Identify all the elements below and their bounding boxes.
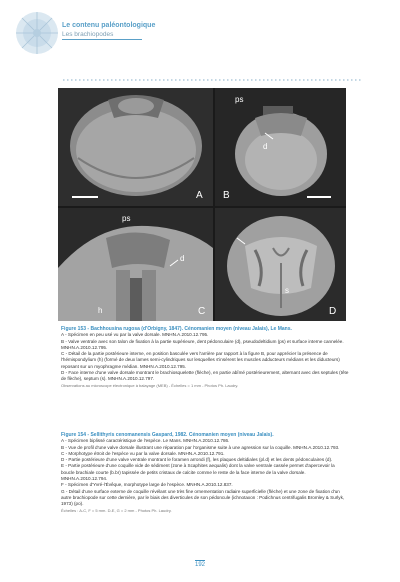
panel-d-label: D	[329, 306, 337, 317]
header-divider	[62, 39, 142, 40]
panel-c	[58, 208, 213, 321]
panel-b-scale-bar	[307, 196, 331, 198]
figure-plate	[58, 88, 346, 321]
panel-b-d-annotation: d	[263, 142, 268, 151]
caption-153-line: C - Détail de la partie postérieure interne, en position basculée vers l'arrière par rapport à la figure B, pour apprécier la présence de l'hémispondylium (h) (formé de deux lames semi-cylindriques sur lesquelles s'insèrent les muscles adducteurs médians et les diducteurs) reposant sur un myophragme médian. MNHN.A.2010.12.795.	[61, 351, 340, 369]
panel-a	[58, 88, 213, 206]
panel-c-h-annotation: h	[98, 306, 103, 315]
panel-b-label: B	[223, 190, 230, 201]
panel-d-photo	[215, 208, 346, 321]
panel-b	[215, 88, 346, 206]
caption-154-line: A - Spécimen biplissé caractéristique de l'espèce. Le Mans. MNHN.A.2010.12.786.	[61, 438, 230, 444]
panel-a-photo	[58, 88, 213, 206]
caption-154-line: D - Partie postérieure d'une valve ventrale montrant le foramen arrondi (f), les plaques deltidiales (pl.d) et les dents pédonculaires (d).	[61, 457, 333, 463]
caption-153-line: D - Face interne d'une valve dorsale montrant le brachiosquelette (flèche), en partie abîmé postérieurement, alternant avec des septules (tête de flèche), septum (s). MNHN.A.2010.12.797.	[61, 370, 349, 382]
caption-154-line: G - Détail d'une surface externe de coquille révélant une très fine ornementation radiaire superficielle (flèche) et une zone de fixation d'un autre brachiopode sur cette dernière, par le biais des diverticules de son pédoncule (ichnotaxon : Podichnus centrifugalis Bromley & Surlyk, 1973) (po).	[61, 488, 345, 507]
caption-154-title: Figure 154 - Sellithyris cenomanensis Gaspard, 1982. Cénomanien moyen (niveau Jalais).	[61, 432, 274, 438]
caption-154-credit: Échelles : A-C, F = 5 mm. D-E, G = 2 mm - Photos Ph. Laudry.	[61, 507, 172, 513]
caption-153-title: Figure 153 - Bachhousina rugosa (d'Orbigny, 1847). Cénomanien moyen (niveau Jalais), Le Mans.	[61, 326, 292, 332]
panel-d-s-annotation: s	[285, 286, 289, 295]
caption-153-line: B - Valve ventrale avec son talon de fixation à la partie supérieure, dent pédonculaire (d), pseudodeltidium (ps) et surface interne cannelée. MNHN.A.2010.12.795.	[61, 338, 344, 350]
panel-c-ps-annotation: ps	[122, 214, 131, 223]
caption-figure-153	[61, 326, 349, 389]
caption-154-line: B - Vue de profil d'une valve dorsale illustrant une réparation par l'organisme suite à une agression sur la coquille. MNHN.A.2010.12.793.	[61, 444, 340, 450]
page-number-text: 192	[194, 562, 205, 568]
caption-153-line: A - Spécimen en peu usé vu par la valve dorsale. MNHN.A.2010.12.795.	[61, 332, 209, 338]
caption-154-line: E - Partie postérieure d'une coquille vide de sédiment (zone à Scaphites aequalis) dont la valve ventrale cassée permet d'apercevoir la boucle brachiale courte (b.br) tapissée de petits cristaux de calcite comme le reste de la face interne de la valve dorsale. MNHN.A.2010.12.794.	[61, 463, 335, 482]
page-number	[0, 560, 400, 568]
sea-urchin-logo-icon	[14, 10, 60, 56]
panel-b-ps-annotation: ps	[235, 95, 244, 104]
dotted-separator	[63, 78, 363, 82]
caption-153-credit: Observations au microscope électronique à balayage (MEB) - Échelles = 1 mm - Photos Ph. Laudry.	[61, 382, 239, 388]
panel-c-label: C	[198, 306, 206, 317]
caption-154-line: F - Spécimen d'Yvré-l'Évêque, morphotype large de l'espèce. MNHN.A.2010.12.837.	[61, 482, 233, 488]
panel-c-photo	[58, 208, 213, 321]
header-subtitle: Les brachiopodes	[62, 31, 114, 38]
page-header	[0, 0, 400, 70]
panel-a-label: A	[196, 190, 203, 201]
header-title: Le contenu paléontologique	[62, 22, 156, 29]
caption-figure-154	[61, 432, 349, 514]
panel-a-scale-bar	[72, 196, 98, 198]
caption-154-line: C - Morphotype étroit de l'espèce vu par la valve dorsale. MNHN.A.2010.12.791.	[61, 450, 225, 456]
panel-b-photo	[215, 88, 346, 206]
panel-d	[215, 208, 346, 321]
panel-c-d-annotation: d	[180, 254, 185, 263]
